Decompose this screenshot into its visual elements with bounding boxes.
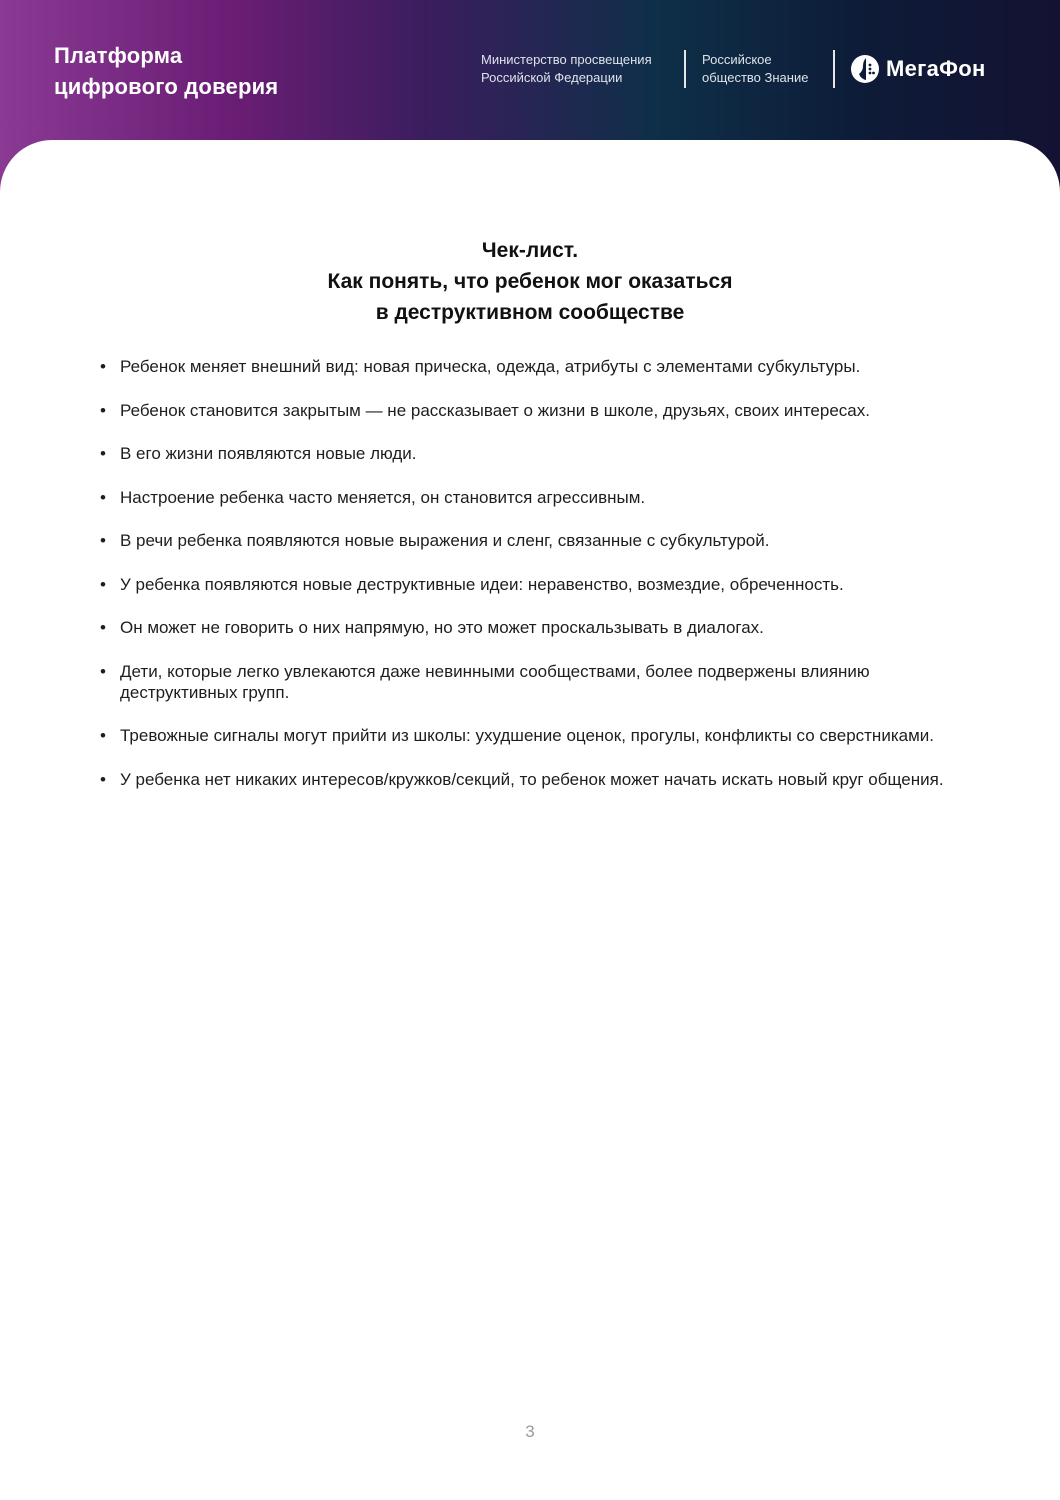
title-line: Как понять, что ребенок мог оказаться bbox=[327, 270, 733, 293]
checklist-item: • Тревожные сигналы могут прийти из школы: ухудшение оценок, прогулы, конфликты со сверстниками. bbox=[100, 725, 980, 746]
header-divider bbox=[684, 50, 686, 88]
checklist-item: • В речи ребенка появляются новые выражения и сленг, связанные с субкультурой. bbox=[100, 530, 980, 551]
checklist-title bbox=[130, 235, 930, 328]
checklist-item: • Ребенок становится закрытым — не рассказывает о жизни в школе, друзьях, своих интересах. bbox=[100, 400, 980, 421]
megafon-logo-icon bbox=[850, 54, 880, 84]
checklist-item: • В его жизни появляются новые люди. bbox=[100, 443, 980, 464]
checklist-item: • Он может не говорить о них напрямую, но это может проскальзывать в диалогах. bbox=[100, 617, 980, 638]
checklist-item: • Дети, которые легко увлекаются даже невинными сообществами, более подвержены влиянию деструктивных групп. bbox=[100, 661, 980, 703]
title-line: Чек-лист. bbox=[481, 239, 579, 262]
page-number: 3 bbox=[525, 1422, 535, 1441]
page-sheet bbox=[0, 140, 1060, 1500]
header-divider bbox=[833, 50, 835, 88]
checklist-item: • У ребенка нет никаких интересов/кружков/секций, то ребенок может начать искать новый круг общения. bbox=[100, 769, 980, 790]
checklist-item: • У ребенка появляются новые деструктивные идеи: неравенство, возмездие, обреченность. bbox=[100, 574, 980, 595]
checklist-item: • Ребенок меняет внешний вид: новая прическа, одежда, атрибуты с элементами субкультуры. bbox=[100, 356, 980, 377]
partner-ministry: Министерство просвещения Российской Федерации bbox=[481, 52, 652, 85]
megafon-logo-text: МегаФон bbox=[886, 56, 986, 81]
checklist-item: • Настроение ребенка часто меняется, он становится агрессивным. bbox=[100, 487, 980, 508]
megafon-logo bbox=[850, 54, 986, 84]
checklist bbox=[100, 356, 980, 812]
platform-title: Платформа цифрового доверия bbox=[54, 43, 279, 99]
partner-society: Российское общество Знание bbox=[702, 52, 809, 85]
title-line: в деструктивном сообществе bbox=[375, 301, 685, 324]
